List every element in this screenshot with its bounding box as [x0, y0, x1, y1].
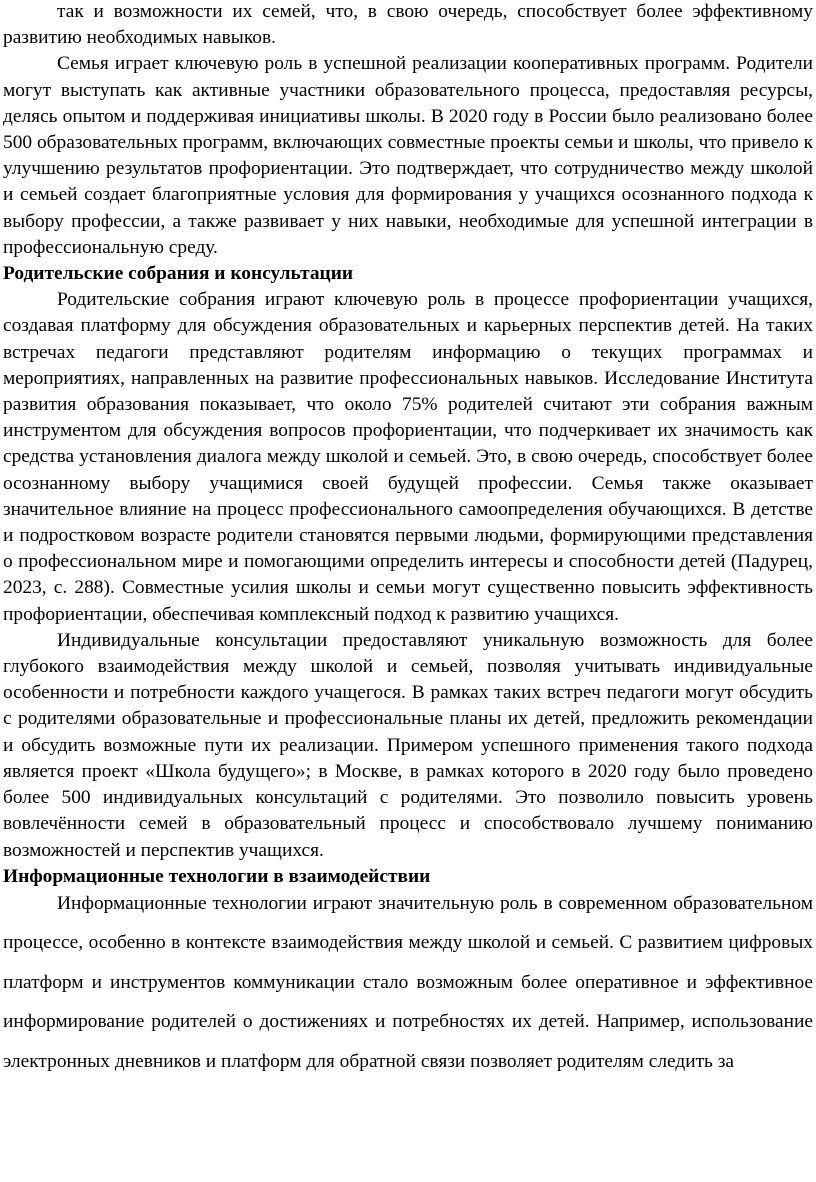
paragraph-family-role: Семья играет ключевую роль в успешной реализации кооперативных программ. Родители могут выступать как активные участники образовательного процесса, предоставляя ресурсы, делясь опытом и поддерживая инициативы школы. В 2020 году в России было реализовано более 500 образовательных программ, включающих совместные проекты семьи и школы, что привело к улучшению результатов профориентации. Это подтверждает, что сотрудничество между школой и семьей создает благоприятные условия для формирования у учащихся осознанного подхода к выбору профессии, а также развивает у них навыки, необходимые для успешной интеграции в профессиональную среду. — [3, 53, 813, 258]
section-heading-parent-meetings: Родительские собрания и консультации — [3, 263, 354, 285]
paragraph-parent-meetings: Родительские собрания играют ключевую роль в процессе профориентации учащихся, создавая платформу для обсуждения образовательных и карьерных перспектив детей. На таких встречах педагоги представляют родителям информацию о текущих программах и мероприятиях, направленных на развитие профессиональных навыков. Исследование Института развития образования показывает, что около 75% родителей считают эти собрания важным инструментом для обсуждения вопросов профориентации, что подчеркивает их значимость как средства установления диалога между школой и семьей. Это, в свою очередь, способствует более осознанному выбору учащимися своей будущей профессии. Семья также оказывает значительное влияние на процесс профессионального самоопределения обучающихся. В детстве и подростковом возрасте родители становятся первыми людьми, формирующими представления о профессиональном мире и помогающими определить интересы и способности детей (Падурец, 2023, с. 288). Совместные усилия школы и семьи могут существенно повысить эффективность профориентации, обеспечивая комплексный подход к развитию учащихся. — [3, 289, 813, 625]
paragraph-continuation: так и возможности их семей, что, в свою очередь, способствует более эффективному развитию необходимых навыков. — [3, 1, 813, 49]
section-heading-information-technologies: Информационные технологии в взаимодействии — [3, 865, 431, 887]
paragraph-individual-consultations: Индивидуальные консультации предоставляют уникальную возможность для более глубокого взаимодействия между школой и семьей, позволяя учитывать индивидуальные особенности и потребности каждого учащегося. В рамках таких встреч педагоги могут обсудить с родителями образовательные и профессиональные планы их детей, предложить рекомендации и обсудить возможные пути их реализации. Примером успешного применения такого подхода является проект «Школа будущего»; в Москве, в рамках которого в 2020 году было проведено более 500 индивидуальных консультаций с родителями. Это позволило повысить уровень вовлечённости семей в образовательный процесс и способствовало лучшему пониманию возможностей и перспектив учащихся. — [3, 629, 813, 861]
paragraph-information-technologies: Информационные технологии играют значительную роль в современном образовательном процессе, особенно в контексте взаимодействия между школой и семьей. С развитием цифровых платформ и инструментов коммуникации стало возможным более оперативное и эффективное информирование родителей о достижениях и потребностях их детей. Например, использование электронных дневников и платформ для обратной связи позволяет родителям следить за — [3, 892, 813, 1072]
